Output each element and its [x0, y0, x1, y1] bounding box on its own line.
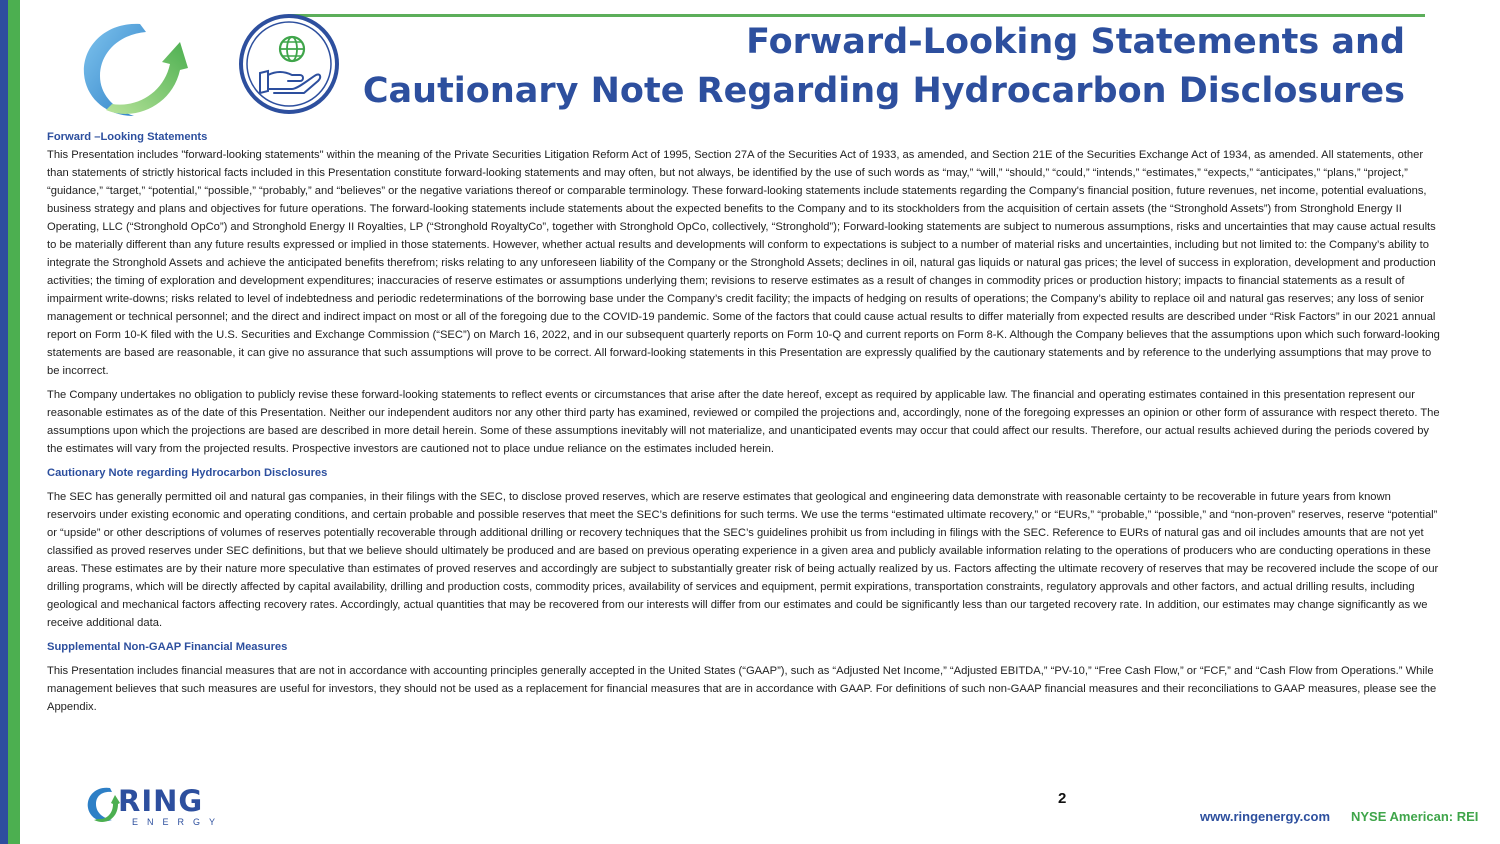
logo-subword: ENERGY [132, 817, 225, 827]
title-rule [290, 14, 1425, 17]
heading-non-gaap: Supplemental Non-GAAP Financial Measures [47, 641, 288, 653]
globe-in-hand-icon [238, 13, 340, 115]
paragraph-hydrocarbon: The SEC has generally permitted oil and natural gas companies, in their filings with the SEC, to disclose proved reserves, which are reserve estimates that geological and engineering data demonstrate with reasonable certainty to be recoverable in future years from known reservoirs under existing economic and operating conditions, and certain probable and possible reserves that meet the SEC’s definitions for such terms. We use the terms “estimated ultimate recovery,” or “EURs,” “probable,” “possible,” and “non-proven” reserves, reserve “potential” or “upside” or other descriptions of volumes of reserves potentially recoverable through additional drilling or recovery techniques that the SEC’s guidelines prohibit us from including in filings with the SEC. Reference to EURs of natural gas and oil includes amounts that are not yet classified as proved reserves under SEC definitions, but that we believe should ultimately be produced and are based on previous operating experience in a given area and publicly available information relating to the operations of producers who are conducting operations in these areas. These estimates are by their nature more speculative than estimates of proved reserves and accordingly are subject to substantially greater risk of being actually realized by us. Factors affecting the ultimate recovery of reserves that may be recovered include the scope of our drilling programs, which will be directly affected by capital availability, drilling and production costs, commodity prices, availability of services and equipment, permit expirations, transportation constraints, regulatory approvals and other factors, and actual drilling results, including geological and mechanical factors affecting recovery rates. Accordingly, actual quantities that may be recovered from our interests will differ from our estimates and could be significantly less than our targeted recovery rate. In addition, our estimates may change significantly as we receive additional data. [47, 491, 1439, 629]
footer-logo [84, 784, 224, 830]
title-line-1: Forward-Looking Statements and [746, 22, 1405, 62]
title-line-2: Cautionary Note Regarding Hydrocarbon Disclosures [362, 71, 1405, 111]
logo-word: RING [118, 784, 204, 818]
stock-ticker: NYSE American: REI [1351, 809, 1479, 824]
paragraph-non-gaap: This Presentation includes financial measures that are not in accordance with accounting principles generally accepted in the United States (“GAAP”), such as “Adjusted Net Income,” “Adjusted EBITDA,” “PV-10,” “Free Cash Flow,” or “FCF,” and “Cash Flow from Operations.” While management believes that such measures are useful for investors, they should not be used as a replacement for financial measures that are in accordance with GAAP. For definitions of such non-GAAP financial measures and their reconciliations to GAAP measures, please see the Appendix. [47, 665, 1437, 713]
heading-hydrocarbon: Cautionary Note regarding Hydrocarbon Disclosures [47, 467, 328, 479]
page-title [363, 18, 1405, 116]
left-accent-bar-blue [0, 0, 8, 844]
paragraph-forward-looking-2: The Company undertakes no obligation to publicly revise these forward-looking statements to reflect events or circumstances that arise after the date hereof, except as required by applicable law. The financial and operating estimates contained in this presentation represent our reasonable estimates as of the date of this Presentation. Neither our independent auditors nor any other third party has examined, reviewed or compiled the projections and, accordingly, none of the foregoing expresses an opinion or other form of assurance with respect thereto. The assumptions upon which the projections are based are described in more detail herein. Some of these assumptions inevitably will not materialize, and unanticipated events may occur that could affect our results. Therefore, our actual results achieved during the periods covered by the estimates will vary from the projected results. Prospective investors are cautioned not to place undue reliance on the estimates included herein. [47, 389, 1440, 455]
website-link[interactable]: www.ringenergy.com [1200, 809, 1331, 824]
left-accent-bar-green [8, 0, 20, 844]
paragraph-forward-looking-1: This Presentation includes "forward-looking statements" within the meaning of the Private Securities Litigation Reform Act of 1995, Section 27A of the Securities Act of 1933, as amended, and Section 21E of the Securities Exchange Act of 1934, as amended. All statements, other than statements of strictly historical facts included in this Presentation constitute forward-looking statements and may often, but not always, be identified by the use of such words as “may,” “will,” “should,” “could,” “intends,” “estimates,” “expects,” “anticipates,” “plans,” “project,” “guidance,” “target,” “potential,” “possible,” “probably,” and “believes” or the negative variations thereof or comparable terminology. These forward-looking statements include statements regarding the Company's financial position, future revenues, net income, potential evaluations, business strategy and plans and objectives for future operations. The forward-looking statements include statements about the expected benefits to the Company and to its stockholders from the acquisition of certain assets (the “Stronghold Assets”) from Stronghold Energy II Operating, LLC (“Stronghold OpCo”) and Stronghold Energy II Royalties, LP (“Stronghold RoyaltyCo”, together with Stronghold OpCo, collectively, “Stronghold”); Forward-looking statements are subject to numerous assumptions, risks and uncertainties that may cause actual results to be materially different than any future results expressed or implied in those statements. However, whether actual results and developments will conform to expectations is subject to a number of material risks and uncertainties, including but not limited to: the Company’s ability to integrate the Stronghold Assets and achieve the anticipated benefits therefrom; risks relating to any unforeseen liability of the Company or the Stronghold Assets; declines in oil, natural gas liquids or natural gas prices; the level of success in exploration, development and production activities; the timing of exploration and development expenditures; inaccuracies of reserve estimates or assumptions underlying them; revisions to reserve estimates as a result of changes in commodity prices or production history; impacts to financial statements as a result of impairment write-downs; risks related to level of indebtedness and periodic redeterminations of the borrowing base under the Company’s credit facility; the impacts of hedging on results of operations; the Company’s ability to replace oil and natural gas reserves; any loss of senior management or technical personnel; and the direct and indirect impact on most or all of the foregoing due to the COVID-19 pandemic. Some of the factors that could cause actual results to differ materially from expected results are described under “Risk Factors” in our 2021 annual report on Form 10-K filed with the U.S. Securities and Exchange Commission (“SEC”) on March 16, 2022, and in our subsequent quarterly reports on Form 10-Q and current reports on Form 8-K. Although the Company believes that the assumptions upon which such forward-looking statements are based are reasonable, it can give no assurance that such assumptions will prove to be correct. All forward-looking statements in this Presentation are expressly qualified by the cautionary statements and by reference to the underlying assumptions that may prove to be incorrect. [47, 149, 1440, 377]
ring-logo-icon [84, 784, 120, 824]
heading-forward-looking: Forward –Looking Statements [47, 131, 208, 143]
page-number: 2 [1058, 790, 1067, 807]
ring-swirl-arrow-icon [76, 18, 194, 122]
disclaimer-body [47, 128, 1440, 716]
